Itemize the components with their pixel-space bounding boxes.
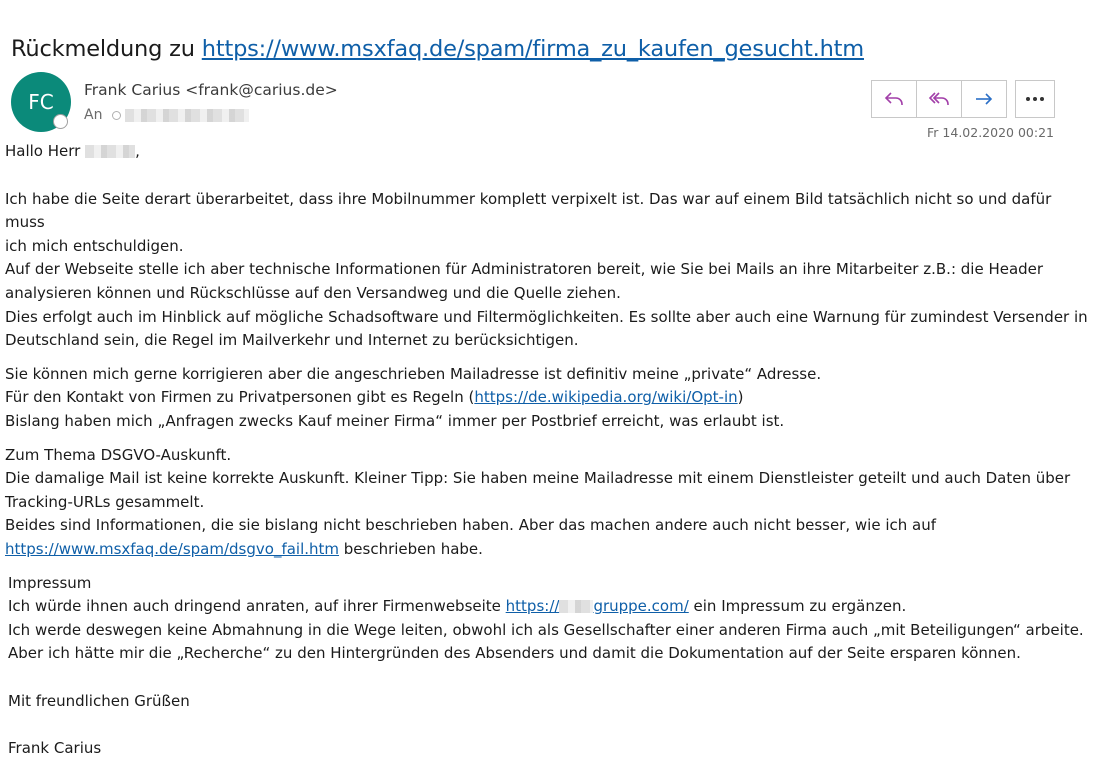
- more-actions-button[interactable]: [1015, 80, 1055, 118]
- paragraph-1-line-6: Deutschland sein, die Regel im Mailverkehr und Internet zu berücksichtigen.: [5, 331, 579, 350]
- subject-prefix: Rückmeldung zu: [11, 36, 202, 62]
- paragraph-3-line-2: Die damalige Mail ist keine korrekte Auskunft. Kleiner Tipp: Sie haben meine Mailadresse mit einem Dienstleister geteilt und auch Daten über: [5, 469, 1071, 488]
- paragraph-2-line-1: Sie können mich gerne korrigieren aber die angeschrieben Mailadresse ist definitiv meine „private“ Adresse.: [5, 364, 822, 383]
- paragraph-4-line-4: Aber ich hätte mir die „Recherche“ zu den Hintergründen des Absenders und damit die Dokumentation auf der Seite ersparen können.: [8, 644, 1021, 663]
- paragraph-1-line-1: Ich habe die Seite derart überarbeitet, dass ihre Mobilnummer komplett verpixelt ist. Das war auf einem Bild tatsächlich nicht so und dafür muss: [5, 189, 1052, 232]
- paragraph-4-line-1: Impressum: [8, 573, 92, 592]
- reply-all-icon: [928, 90, 950, 108]
- subject-link[interactable]: https://www.msxfaq.de/spam/firma_zu_kaufen_gesucht.htm: [201, 36, 864, 62]
- avatar[interactable]: FC: [11, 72, 71, 132]
- paragraph-4-line-3: Ich werde deswegen keine Abmahnung in die Wege leiten, obwohl ich als Gesellschafter einer anderen Firma auch „mit Beteiligungen“ arbeite.: [8, 620, 1084, 639]
- more-icon: [1025, 96, 1045, 102]
- paragraph-1-line-5: Dies erfolgt auch im Hinblick auf mögliche Schadsoftware und Filtermöglichkeiten. Es sollte aber auch eine Warnung für zumindest Versender in: [5, 307, 1088, 326]
- paragraph-2-line-2: Für den Kontakt von Firmen zu Privatpersonen gibt es Regeln (https://de.wikipedia.org/wiki/Opt-in): [5, 388, 744, 407]
- forward-icon: [974, 90, 994, 108]
- forward-button[interactable]: [962, 81, 1006, 117]
- redacted-domain: [559, 600, 593, 613]
- dsgvo-fail-link[interactable]: https://www.msxfaq.de/spam/dsgvo_fail.htm: [5, 539, 340, 558]
- message-actions: [871, 80, 1007, 118]
- sent-date: Fr 14.02.2020 00:21: [927, 125, 1054, 140]
- paragraph-3-line-5: https://www.msxfaq.de/spam/dsgvo_fail.htm beschrieben habe.: [5, 539, 483, 558]
- sender-name[interactable]: Frank Carius: [84, 81, 181, 99]
- message-body: [5, 140, 1095, 761]
- email-subject: [11, 34, 864, 64]
- reply-button[interactable]: [872, 81, 917, 117]
- presence-status-icon: [53, 114, 68, 129]
- company-website-link[interactable]: https:// gruppe.com/: [505, 597, 689, 616]
- paragraph-1-line-3: Auf der Webseite stelle ich aber technische Informationen für Administratoren bereit, wie Sie bei Mails an ihre Mitarbeiter z.B.: die Header: [5, 260, 1044, 279]
- paragraph-4-line-2: Ich würde ihnen auch dringend anraten, auf ihrer Firmenwebseite https:// gruppe.com/ ein Impressum zu ergänzen.: [8, 597, 907, 616]
- paragraph-3-line-4: Beides sind Informationen, die sie bislang nicht beschrieben haben. Aber das machen andere auch nicht besser, wie ich auf: [5, 516, 936, 535]
- greeting: Hallo Herr ,: [5, 142, 140, 160]
- paragraph-3-line-1: Zum Thema DSGVO-Auskunft.: [5, 445, 232, 464]
- redacted-recipient[interactable]: [125, 109, 249, 122]
- recipient-line: [84, 105, 249, 125]
- reply-icon: [884, 90, 904, 108]
- to-label: An: [84, 107, 103, 123]
- sender-line: [84, 80, 338, 100]
- paragraph-3-line-3: Tracking-URLs gesammelt.: [5, 492, 205, 511]
- paragraph-2-line-3: Bislang haben mich „Anfragen zwecks Kauf meiner Firma“ immer per Postbrief erreicht, was erlaubt ist.: [5, 411, 785, 430]
- signature: Frank Carius: [8, 739, 102, 758]
- sender-email: <frank@carius.de>: [185, 81, 338, 99]
- opt-in-link[interactable]: https://de.wikipedia.org/wiki/Opt-in: [474, 388, 738, 407]
- redacted-name: [85, 145, 135, 158]
- closing: Mit freundlichen Grüßen: [8, 691, 190, 710]
- reply-all-button[interactable]: [917, 81, 962, 117]
- paragraph-1-line-4: analysieren können und Rückschlüsse auf den Versandweg und die Quelle ziehen.: [5, 283, 621, 302]
- paragraph-1-line-2: ich mich entschuldigen.: [5, 236, 184, 255]
- recipient-presence-icon: [112, 111, 121, 120]
